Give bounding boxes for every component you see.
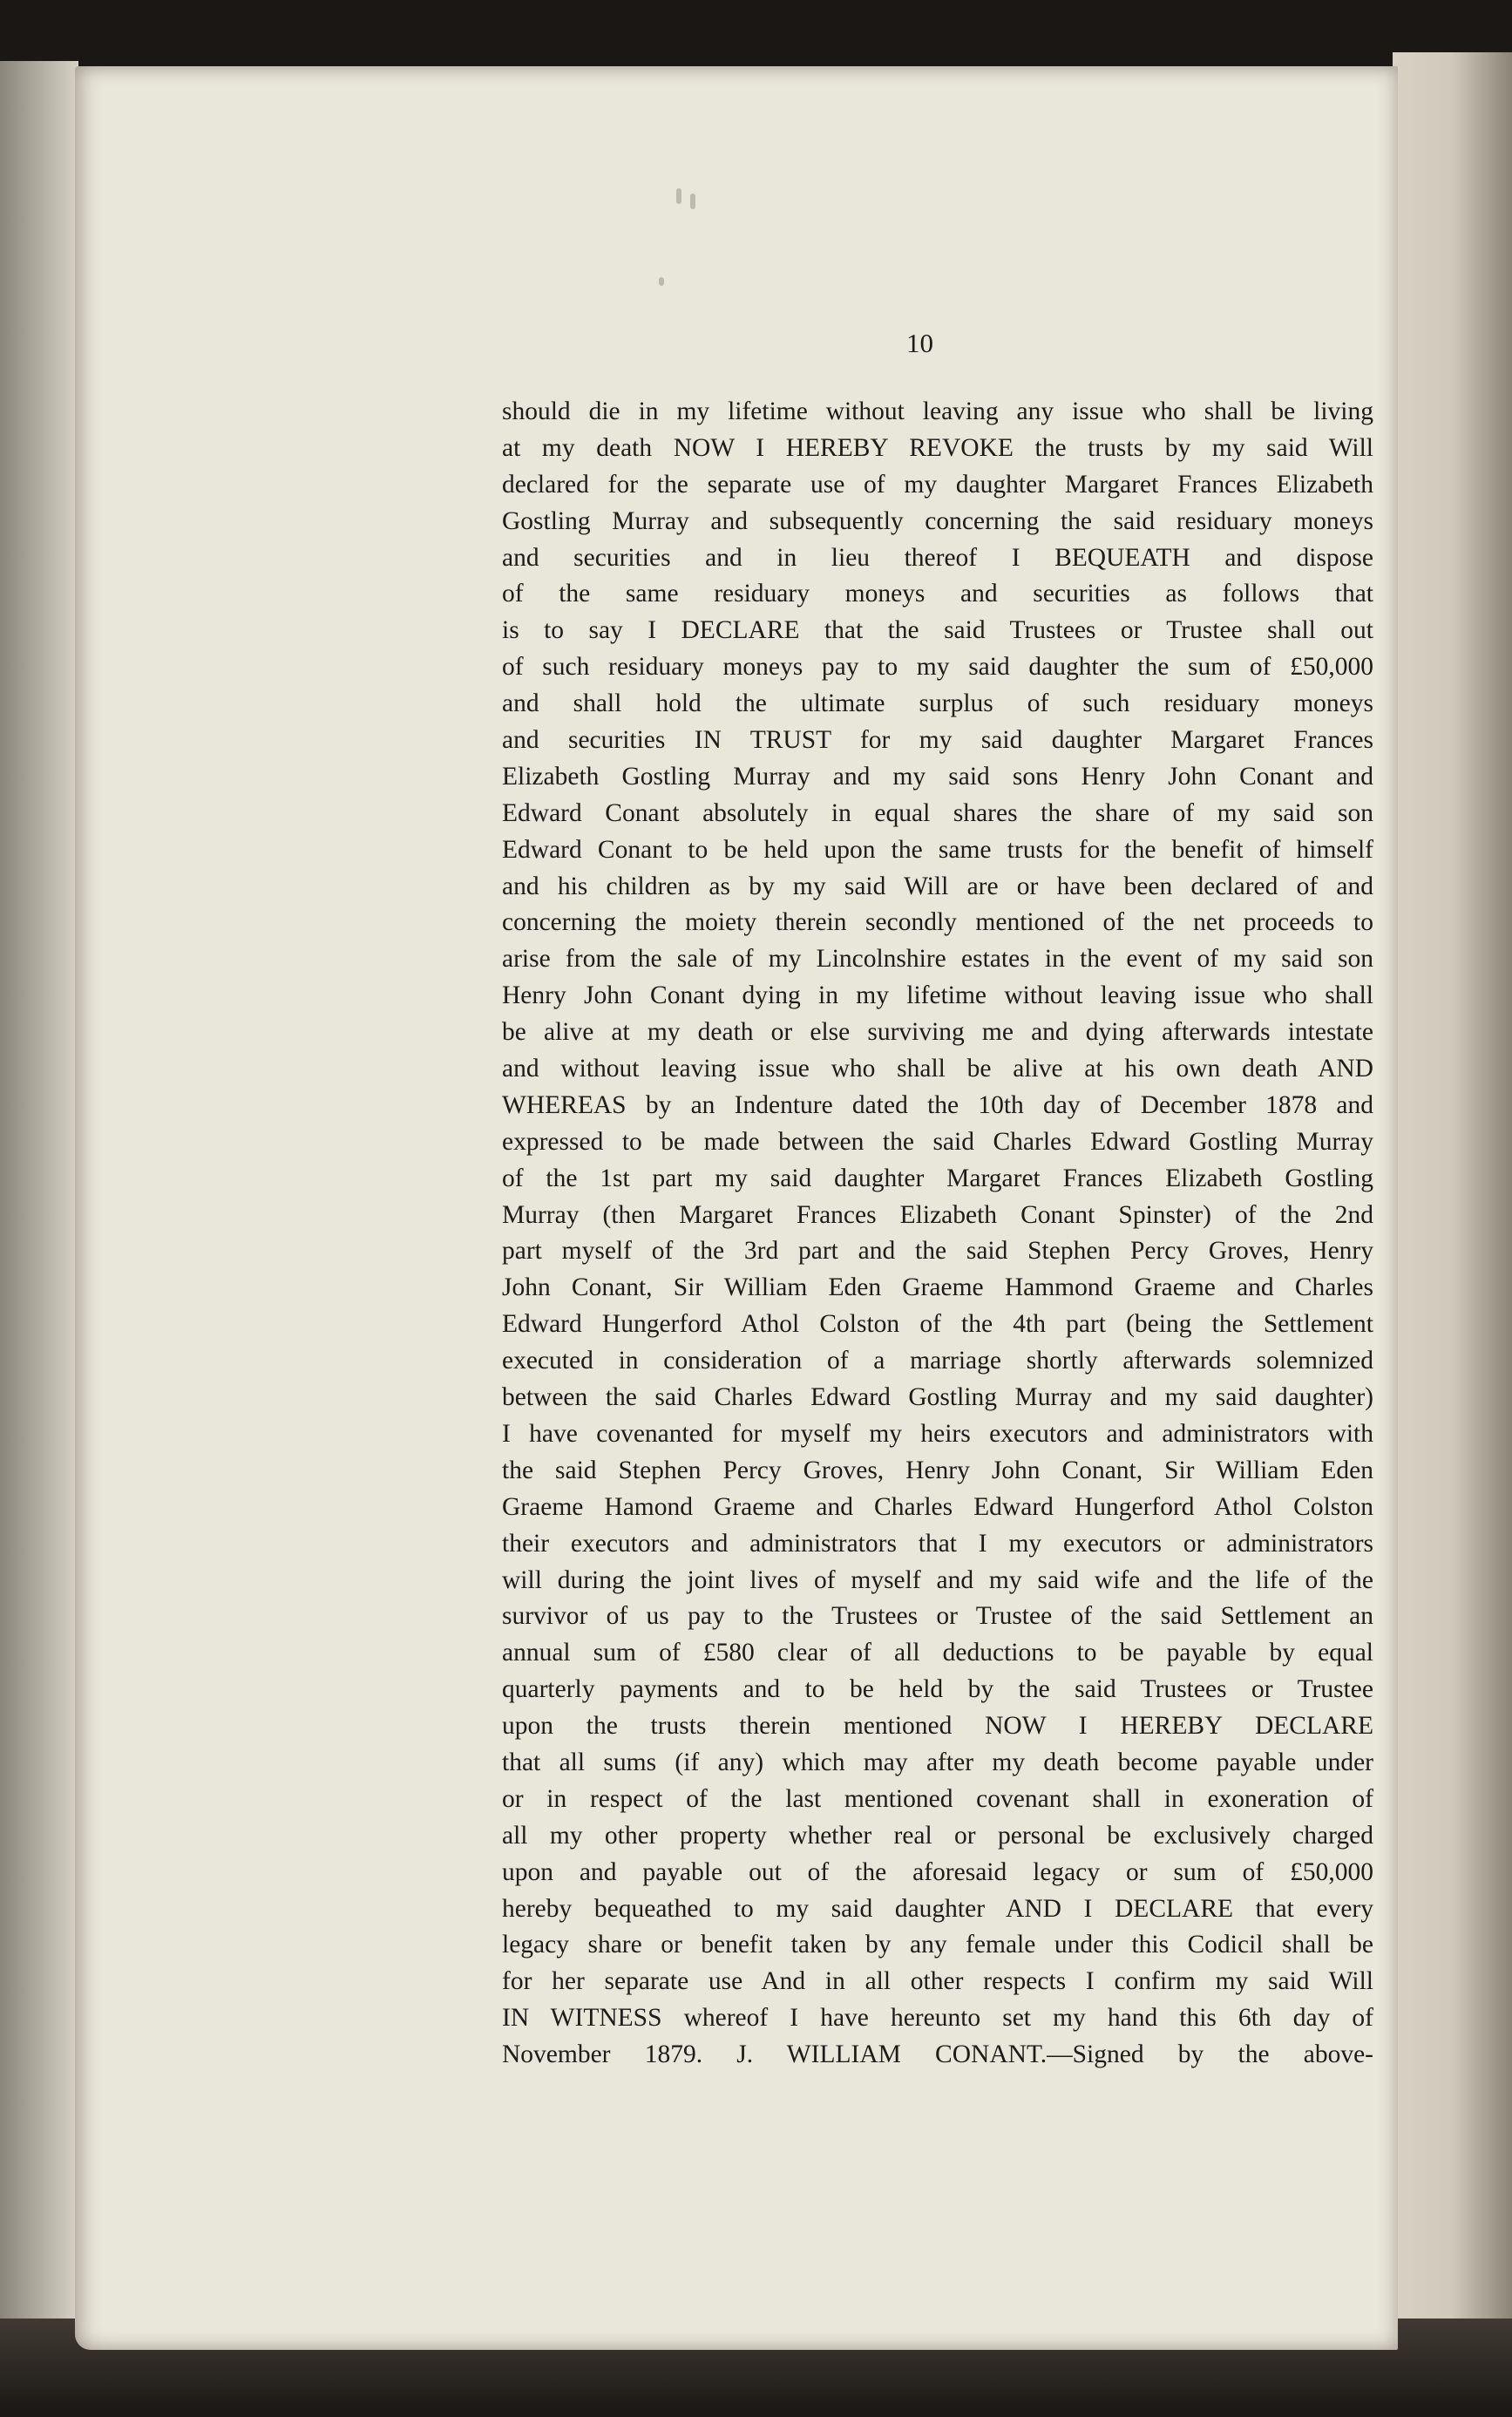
page-stack-edge (1393, 52, 1512, 2417)
page-number: 10 (906, 328, 933, 358)
text-line: WHEREAS by an Indenture dated the 10th day of December 1878 and (502, 1090, 1373, 1119)
text-line: is to say I DECLARE that the said Trustees or Trustee shall out (502, 616, 1373, 645)
text-line: Graeme Hamond Graeme and Charles Edward Hungerford Athol Colston (502, 1492, 1373, 1521)
text-line: arise from the sale of my Lincolnshire estates in the event of my said son (502, 945, 1373, 974)
page-mark (676, 188, 681, 204)
text-line: John Conant, Sir William Eden Graeme Hammond Graeme and Charles (502, 1273, 1373, 1302)
text-line: hereby bequeathed to my said daughter AND I DECLARE that every (502, 1894, 1373, 1923)
text-line: of the same residuary moneys and securities as follows that (502, 580, 1373, 608)
text-line: Edward Conant absolutely in equal shares the share of my said son (502, 798, 1373, 827)
text-line: IN WITNESS whereof I have hereunto set my hand this 6th day of (502, 2004, 1373, 2033)
text-line: Edward Hungerford Athol Colston of the 4th part (being the Settlement (502, 1310, 1373, 1339)
text-line: Elizabeth Gostling Murray and my said sons Henry John Conant and (502, 762, 1373, 791)
text-line: survivor of us pay to the Trustees or Trustee of the said Settlement an (502, 1602, 1373, 1631)
text-line: I have covenanted for myself my heirs executors and administrators with (502, 1419, 1373, 1448)
text-line: part myself of the 3rd part and the said Stephen Percy Groves, Henry (502, 1237, 1373, 1266)
text-line: annual sum of £580 clear of all deductions to be payable by equal (502, 1639, 1373, 1667)
facing-page-edge (0, 61, 78, 2327)
text-line: Murray (then Margaret Frances Elizabeth Conant Spinster) of the 2nd (502, 1200, 1373, 1229)
text-line: upon the trusts therein mentioned NOW I HEREBY DECLARE (502, 1712, 1373, 1741)
text-line: declared for the separate use of my daughter Margaret Frances Elizabeth (502, 470, 1373, 499)
text-line: quarterly payments and to be held by the said Trustees or Trustee (502, 1675, 1373, 1704)
text-line: at my death NOW I HEREBY REVOKE the trusts by my said Will (502, 433, 1373, 462)
text-line: be alive at my death or else surviving me and dying afterwards intestate (502, 1018, 1373, 1047)
text-line: and securities IN TRUST for my said daughter Margaret Frances (502, 726, 1373, 755)
text-line: executed in consideration of a marriage shortly afterwards solemnized (502, 1347, 1373, 1375)
document-body (502, 394, 1373, 2074)
text-line: between the said Charles Edward Gostling Murray and my said daughter) (502, 1383, 1373, 1412)
text-line: November 1879. J. WILLIAM CONANT.—Signed by the above- (502, 2040, 1373, 2069)
text-line: of such residuary moneys pay to my said daughter the sum of £50,000 (502, 653, 1373, 682)
text-line: Gostling Murray and subsequently concerning the said residuary moneys (502, 506, 1373, 535)
text-line: should die in my lifetime without leaving any issue who shall be living (502, 397, 1373, 425)
text-line: and securities and in lieu thereof I BEQUEATH and dispose (502, 543, 1373, 572)
text-line: all my other property whether real or personal be exclusively charged (502, 1821, 1373, 1850)
text-line: their executors and administrators that I my executors or administrators (502, 1529, 1373, 1558)
page-mark (659, 277, 664, 286)
text-line: the said Stephen Percy Groves, Henry John Conant, Sir William Eden (502, 1456, 1373, 1484)
text-line: legacy share or benefit taken by any female under this Codicil shall be (502, 1931, 1373, 1959)
text-line: and without leaving issue who shall be alive at his own death AND (502, 1055, 1373, 1083)
text-line: Henry John Conant dying in my lifetime without leaving issue who shall (502, 981, 1373, 1010)
text-line: will during the joint lives of myself and my said wife and the life of the (502, 1565, 1373, 1594)
text-line: Edward Conant to be held upon the same trusts for the benefit of himself (502, 835, 1373, 864)
text-line: and shall hold the ultimate surplus of such residuary moneys (502, 689, 1373, 718)
text-line: of the 1st part my said daughter Margaret Frances Elizabeth Gostling (502, 1164, 1373, 1192)
text-line: concerning the moiety therein secondly mentioned of the net proceeds to (502, 908, 1373, 937)
text-line: expressed to be made between the said Charles Edward Gostling Murray (502, 1127, 1373, 1156)
page-mark (690, 193, 695, 209)
text-line: that all sums (if any) which may after my death become payable under (502, 1748, 1373, 1776)
text-line: or in respect of the last mentioned covenant shall in exoneration of (502, 1784, 1373, 1813)
text-line: for her separate use And in all other respects I confirm my said Will (502, 1967, 1373, 1996)
text-line: upon and payable out of the aforesaid legacy or sum of £50,000 (502, 1857, 1373, 1886)
text-line: and his children as by my said Will are or have been declared of and (502, 872, 1373, 900)
